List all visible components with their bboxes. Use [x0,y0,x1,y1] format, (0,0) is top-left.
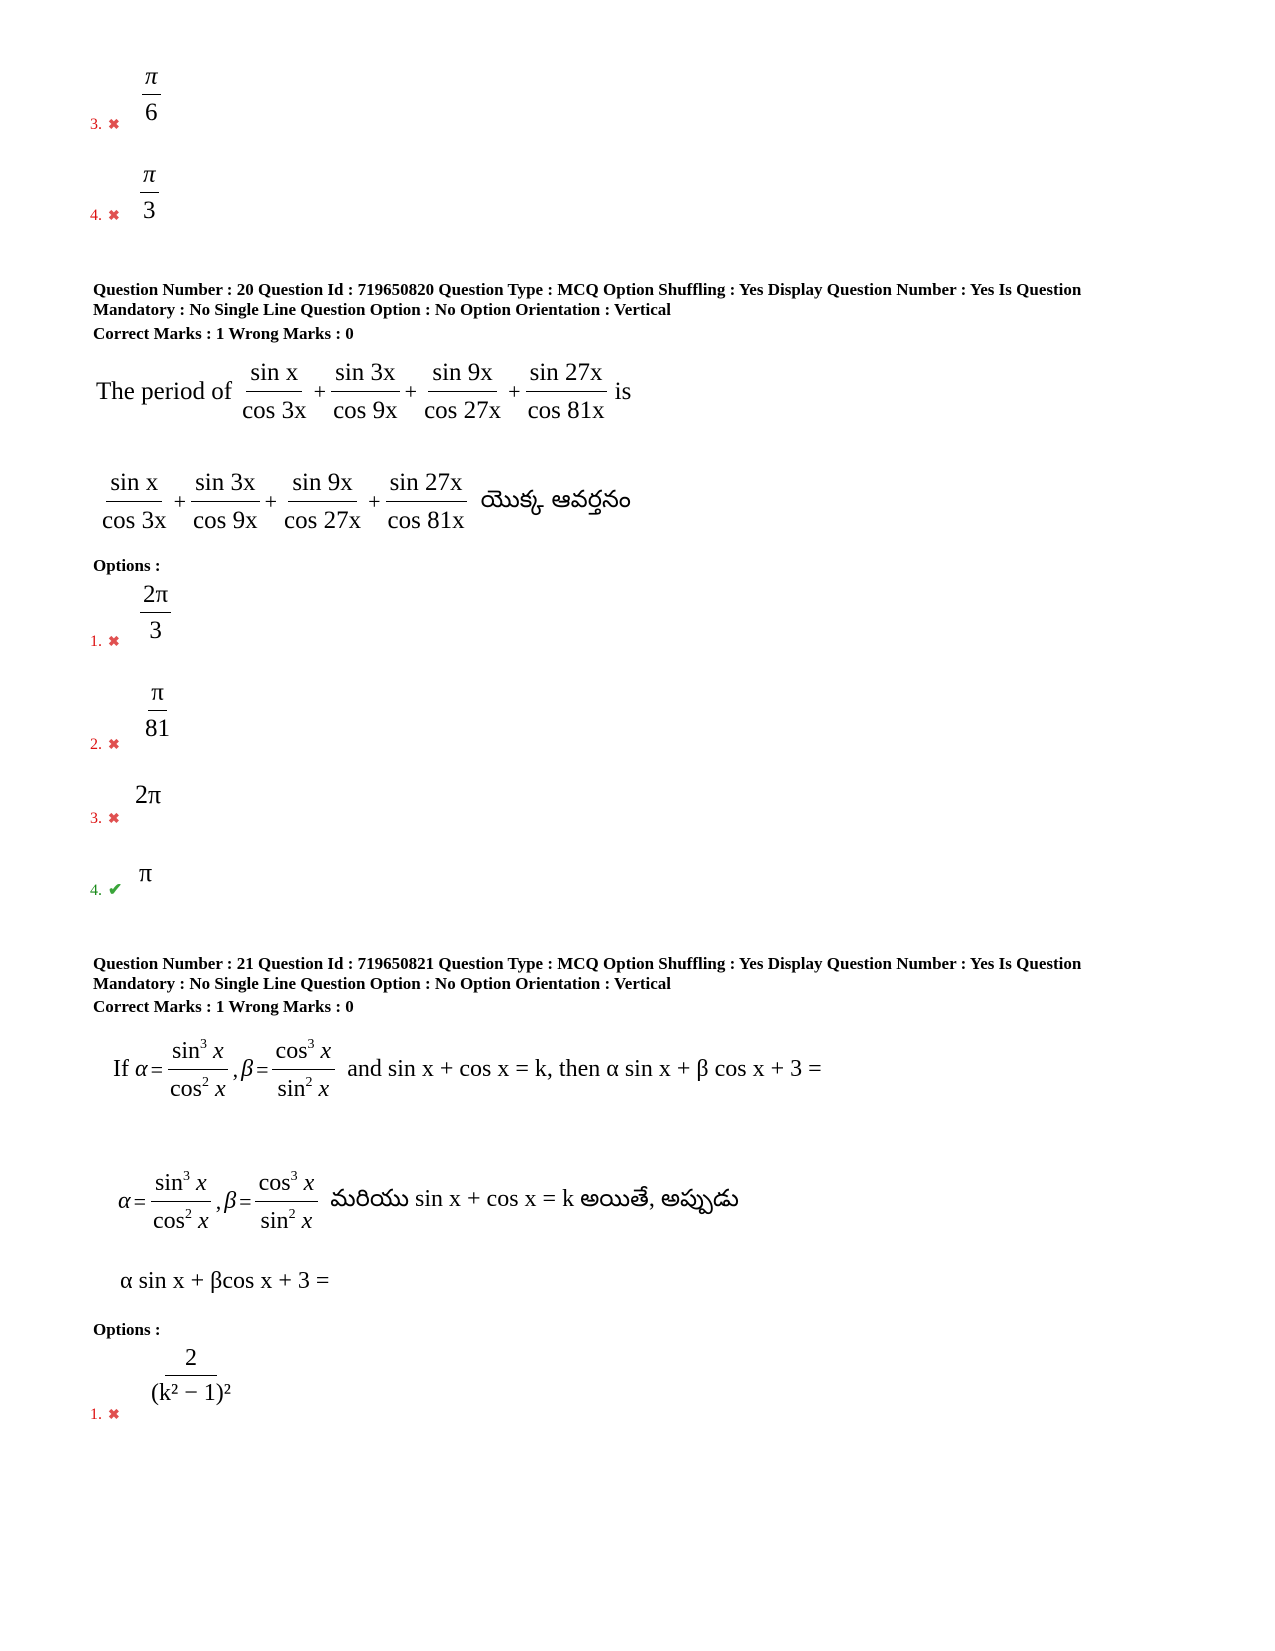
prev-option-3-number: 3. ✖ [90,116,120,133]
cross-icon: ✖ [108,1408,120,1423]
q21-option-1-fraction: $\frac{2}{\text{(k² − 1)²}}$ [151,1345,231,1406]
prev-option-3-fraction: $\frac{\pi}{6}$ [142,64,161,125]
q20-option-4-value: π [139,858,153,887]
q21-options-label: Options : [93,1320,161,1339]
cross-icon: ✖ [108,738,120,753]
q20-option-4-number: 4. ✔ [90,880,123,899]
cross-icon: ✖ [108,635,120,650]
cross-icon: ✖ [108,209,120,224]
q21-en-alpha-fraction: $\frac{\sin^3 x}{\cos^2 x}$ [166,1038,230,1101]
q20-metadata: Question Number : 20 Question Id : 719650820 Question Type : MCQ Option Shuffling : Yes Display Question Number : Yes Is Question Mandatory : No Single Line Question Option : No Option Orientation : Vertical [93,280,1082,319]
q20-en-term-2: $\frac{\sin 3x}{\cos 9x}$ [333,359,398,424]
q20-te-term-1: sin x cos 3x [102,469,167,534]
prev-option-4-fraction: $\frac{\pi}{3}$ [140,162,159,223]
q20-option-2-number: 2. ✖ [90,736,120,753]
q20-te-term-3: $\frac{\sin 9x}{\cos 27x}$ [284,469,362,534]
q20-option-1-number: 1. ✖ [90,633,120,650]
q20-en-term-4: $\frac{\sin 27x}{\cos 81x}$ [527,359,605,424]
check-icon: ✔ [108,880,123,899]
q20-options-label: Options : [93,556,161,575]
q21-marks: Correct Marks : 1 Wrong Marks : 0 [93,997,354,1016]
q21-option-1-number: 1. ✖ [90,1406,120,1423]
q20-en-term-3: $\frac{\sin 9x}{\cos 27x}$ [424,359,502,424]
q20-te-term-2: $\frac{\sin 3x}{\cos 9x}$ [193,469,258,534]
q20-option-1-fraction: $\frac{2\pi}{3}$ [140,582,171,643]
q20-option-2-fraction: $\frac{\pi}{81}$ [145,679,170,742]
q21-te-beta-fraction: $\frac{\cos^3 x}{\sin^2 x}$ [255,1170,319,1233]
q21-en-beta-fraction: $\frac{\cos^3 x}{\sin^2 x}$ [272,1038,336,1101]
cross-icon: ✖ [108,118,120,133]
q20-te-term-4: $\frac{\sin 27x}{\cos 81x}$ [387,469,465,534]
q21-telugu-question: α = $\frac{\sin^3 x}{\cos^2 x}$ , β = $\frac{\cos^3 x}{\sin^2 x}$ మరియు sin x + cos x = k అయితే, అప్పుడు [118,1169,739,1234]
q20-telugu-question: sin x cos 3x + $\frac{\sin 3x}{\cos 9x}$ + $\frac{\sin 9x}{\cos 27x}$ + $\frac{\sin 27x}{\cos 81x}$ యొక్క ఆవర్తనం [98,470,637,533]
q21-telugu-question-line2: α sin x + βcos x + 3 = [120,1268,330,1294]
q20-marks: Correct Marks : 1 Wrong Marks : 0 [93,324,354,343]
q20-option-3-number: 3. ✖ [90,810,120,827]
q20-english-question: The period of sin x cos 3x + $\frac{\sin 3x}{\cos 9x}$ + $\frac{\sin 9x}{\cos 27x}$ + $\frac{\sin 27x}{\cos 81x}$ is [96,359,632,424]
q20-en-term-1: sin x cos 3x [242,359,307,424]
q21-english-question: If α = $\frac{\sin^3 x}{\cos^2 x}$ , β = $\frac{\cos^3 x}{\sin^2 x}$ and sin x + cos x = k, then α sin x + β cos x + 3 = [113,1037,822,1102]
cross-icon: ✖ [108,812,120,827]
q21-te-alpha-fraction: $\frac{\sin^3 x}{\cos^2 x}$ [149,1170,213,1233]
q21-metadata: Question Number : 21 Question Id : 719650821 Question Type : MCQ Option Shuffling : Yes Display Question Number : Yes Is Question Mandatory : No Single Line Question Option : No Option Orientation : Vertical [93,954,1082,993]
prev-option-4-number: 4. ✖ [90,207,120,224]
q20-option-3-value: 2π [135,780,162,809]
